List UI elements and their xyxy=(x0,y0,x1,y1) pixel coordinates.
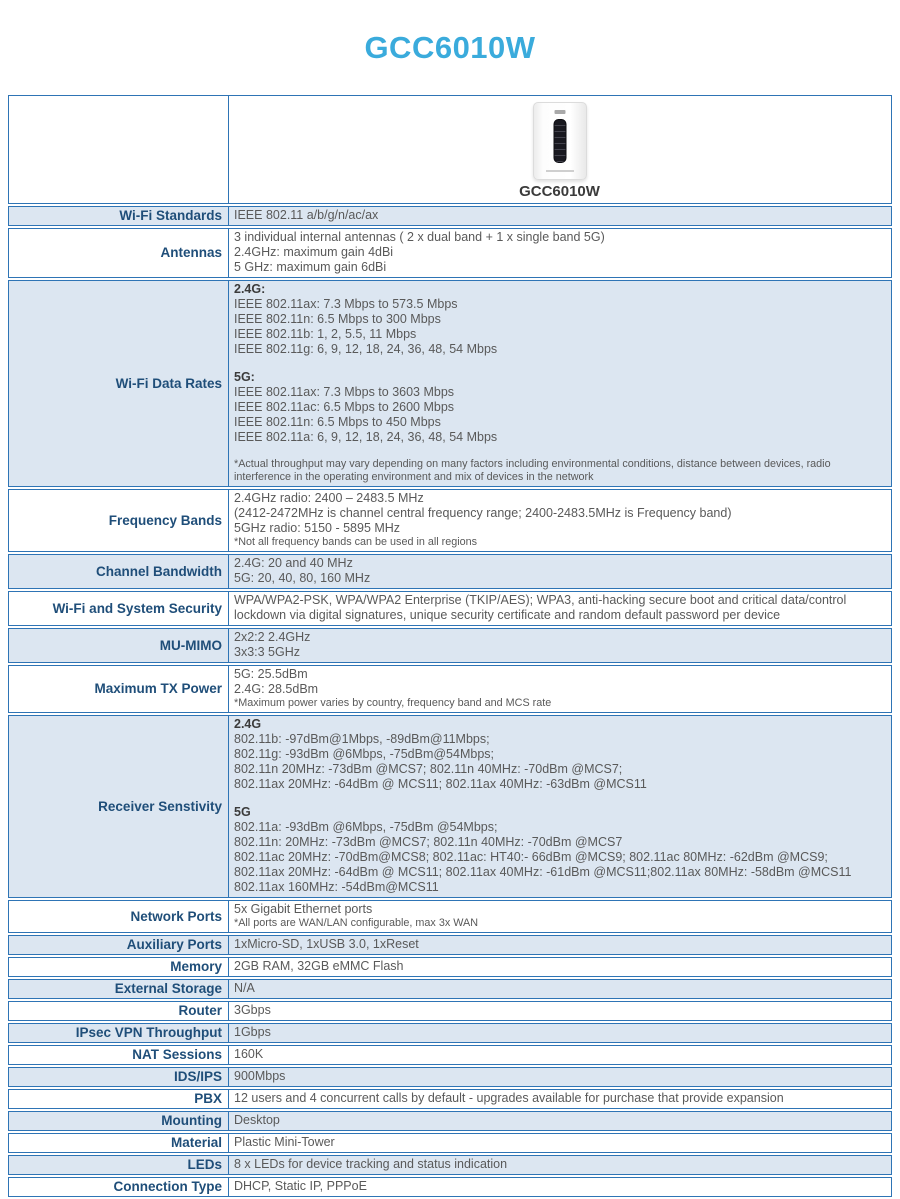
spec-line: Desktop xyxy=(234,1113,280,1127)
spec-line: IEEE 802.11a: 6, 9, 12, 18, 24, 36, 48, 54 Mbps xyxy=(234,430,498,444)
spec-line: 160K xyxy=(234,1047,264,1061)
spec-row xyxy=(8,1177,892,1197)
spec-row xyxy=(8,957,892,977)
spec-line: IEEE 802.11ax: 7.3 Mbps to 573.5 Mbps xyxy=(234,297,458,311)
spec-value xyxy=(228,280,892,487)
spec-value xyxy=(228,1089,892,1109)
spec-line: IEEE 802.11n: 6.5 Mbps to 300 Mbps xyxy=(234,312,441,326)
spec-row xyxy=(8,206,892,226)
spec-row xyxy=(8,1111,892,1131)
header-product-cell xyxy=(228,95,892,204)
spec-line: 12 users and 4 concurrent calls by default - upgrades available for purchase that provide expansion xyxy=(234,1091,784,1105)
spec-line: 802.11a: -93dBm @6Mbps, -75dBm @54Mbps; xyxy=(234,820,498,834)
spec-line: 802.11ax 160MHz: -54dBm@MCS11 xyxy=(234,880,439,894)
spec-line: Plastic Mini-Tower xyxy=(234,1135,335,1149)
spec-value xyxy=(228,489,892,552)
spec-value xyxy=(228,1023,892,1043)
spec-value xyxy=(228,935,892,955)
spec-line: IEEE 802.11 a/b/g/n/ac/ax xyxy=(234,208,379,222)
spec-line: WPA/WPA2-PSK, WPA/WPA2 Enterprise (TKIP/AES); WPA3, anti-hacking secure boot and critical data/control lockdown via digital signatures, unique security certificate and random default password per device xyxy=(234,593,847,622)
spec-label: LEDs xyxy=(8,1155,228,1175)
spec-line: 2.4G: xyxy=(234,282,266,296)
spec-line: 5x Gigabit Ethernet ports xyxy=(234,902,373,916)
spec-row xyxy=(8,665,892,713)
spec-line: 802.11n: 20MHz: -73dBm @MCS7; 802.11n 40MHz: -70dBm @MCS7 xyxy=(234,835,623,849)
spec-row xyxy=(8,1001,892,1021)
spec-label: Wi-Fi Data Rates xyxy=(8,280,228,487)
spec-label: MU-MIMO xyxy=(8,628,228,663)
spec-label: Receiver Senstivity xyxy=(8,715,228,898)
spec-row xyxy=(8,1155,892,1175)
spec-line: 802.11n 20MHz: -73dBm @MCS7; 802.11n 40MHz: -70dBm @MCS7; xyxy=(234,762,623,776)
spec-value xyxy=(228,957,892,977)
spec-label: Wi-Fi and System Security xyxy=(8,591,228,626)
spec-line: 2GB RAM, 32GB eMMC Flash xyxy=(234,959,404,973)
table-header-row xyxy=(8,95,892,204)
spec-line: 1xMicro-SD, 1xUSB 3.0, 1xReset xyxy=(234,937,419,951)
header-empty-cell xyxy=(8,95,228,204)
spec-row xyxy=(8,591,892,626)
spec-row xyxy=(8,900,892,933)
spec-row xyxy=(8,228,892,278)
spec-value xyxy=(228,900,892,933)
spec-label: Router xyxy=(8,1001,228,1021)
spec-line: 5 GHz: maximum gain 6dBi xyxy=(234,260,387,274)
spec-line: *Not all frequency bands can be used in all regions xyxy=(234,536,478,548)
spec-label: Mounting xyxy=(8,1111,228,1131)
spec-value xyxy=(228,979,892,999)
spec-value xyxy=(228,1155,892,1175)
spec-row xyxy=(8,935,892,955)
spec-line: *Actual throughput may vary depending on many factors including environmental conditions, distance between devices, radio interference in the operating environment and mix of devices in the network xyxy=(234,458,831,483)
spec-value xyxy=(228,1133,892,1153)
spec-label: PBX xyxy=(8,1089,228,1109)
spec-line: 2.4GHz radio: 2400 – 2483.5 MHz xyxy=(234,491,424,505)
spec-line: 2.4G: 20 and 40 MHz xyxy=(234,556,353,570)
spec-line: N/A xyxy=(234,981,255,995)
spec-value xyxy=(228,1111,892,1131)
spec-line: 5GHz radio: 5150 - 5895 MHz xyxy=(234,521,401,535)
spec-value xyxy=(228,206,892,226)
spec-label: Memory xyxy=(8,957,228,977)
spec-line: (2412-2472MHz is channel central frequency range; 2400-2483.5MHz is Frequency band) xyxy=(234,506,732,520)
spec-table xyxy=(8,93,892,1199)
spec-line: *Maximum power varies by country, frequency band and MCS rate xyxy=(234,697,552,709)
spec-row xyxy=(8,628,892,663)
spec-line-spacer xyxy=(234,357,885,370)
spec-line: 5G: 20, 40, 80, 160 MHz xyxy=(234,571,371,585)
spec-label: IDS/IPS xyxy=(8,1067,228,1087)
spec-label: Material xyxy=(8,1133,228,1153)
spec-line: 1Gbps xyxy=(234,1025,271,1039)
product-name: GCC6010W xyxy=(519,183,600,200)
spec-value xyxy=(228,591,892,626)
spec-line: 2.4G xyxy=(234,717,262,731)
spec-label: Connection Type xyxy=(8,1177,228,1197)
spec-line: 900Mbps xyxy=(234,1069,286,1083)
spec-row xyxy=(8,1067,892,1087)
spec-line: 802.11ax 20MHz: -64dBm @ MCS11; 802.11ax 40MHz: -61dBm @MCS11;802.11ax 80MHz: -58dBm @MCS11 xyxy=(234,865,852,879)
device-led-strip xyxy=(553,119,566,163)
spec-value xyxy=(228,228,892,278)
spec-line: 5G xyxy=(234,805,251,819)
spec-line-spacer xyxy=(234,445,885,458)
spec-row xyxy=(8,554,892,589)
device-image xyxy=(533,102,587,180)
spec-line: IEEE 802.11n: 6.5 Mbps to 450 Mbps xyxy=(234,415,441,429)
spec-value xyxy=(228,1067,892,1087)
spec-value xyxy=(228,715,892,898)
spec-row xyxy=(8,1023,892,1043)
device-footer-line xyxy=(546,170,574,172)
spec-row xyxy=(8,489,892,552)
spec-row xyxy=(8,715,892,898)
spec-line: IEEE 802.11ax: 7.3 Mbps to 3603 Mbps xyxy=(234,385,455,399)
spec-line: 3 individual internal antennas ( 2 x dual band + 1 x single band 5G) xyxy=(234,230,605,244)
spec-row xyxy=(8,1045,892,1065)
spec-label: Channel Bandwidth xyxy=(8,554,228,589)
spec-row xyxy=(8,1089,892,1109)
spec-value xyxy=(228,628,892,663)
spec-label: Auxiliary Ports xyxy=(8,935,228,955)
spec-value xyxy=(228,1045,892,1065)
spec-value xyxy=(228,554,892,589)
spec-line: IEEE 802.11b: 1, 2, 5.5, 11 Mbps xyxy=(234,327,417,341)
spec-value xyxy=(228,1177,892,1197)
spec-label: Frequency Bands xyxy=(8,489,228,552)
spec-line: 5G: xyxy=(234,370,255,384)
page-title: GCC6010W xyxy=(364,30,536,65)
spec-line: DHCP, Static IP, PPPoE xyxy=(234,1179,367,1193)
spec-line: IEEE 802.11g: 6, 9, 12, 18, 24, 36, 48, 54 Mbps xyxy=(234,342,498,356)
spec-line: 802.11g: -93dBm @6Mbps, -75dBm@54Mbps; xyxy=(234,747,494,761)
spec-line: 3x3:3 5GHz xyxy=(234,645,301,659)
spec-label: Network Ports xyxy=(8,900,228,933)
spec-line: 8 x LEDs for device tracking and status indication xyxy=(234,1157,508,1171)
spec-label: Wi-Fi Standards xyxy=(8,206,228,226)
spec-label: External Storage xyxy=(8,979,228,999)
spec-value xyxy=(228,665,892,713)
spec-label: IPsec VPN Throughput xyxy=(8,1023,228,1043)
spec-label: Maximum TX Power xyxy=(8,665,228,713)
spec-line: *All ports are WAN/LAN configurable, max 3x WAN xyxy=(234,917,479,929)
spec-line: 802.11b: -97dBm@1Mbps, -89dBm@11Mbps; xyxy=(234,732,490,746)
spec-row xyxy=(8,979,892,999)
spec-line: IEEE 802.11ac: 6.5 Mbps to 2600 Mbps xyxy=(234,400,455,414)
spec-line-spacer xyxy=(234,792,885,805)
spec-label: NAT Sessions xyxy=(8,1045,228,1065)
spec-line: 2.4G: 28.5dBm xyxy=(234,682,319,696)
spec-label: Antennas xyxy=(8,228,228,278)
spec-line: 802.11ax 20MHz: -64dBm @ MCS11; 802.11ax 40MHz: -63dBm @MCS11 xyxy=(234,777,647,791)
spec-line: 802.11ac 20MHz: -70dBm@MCS8; 802.11ac: HT40:- 66dBm @MCS9; 802.11ac 80MHz: -62dBm @MCS9; xyxy=(234,850,828,864)
spec-row xyxy=(8,280,892,487)
spec-row xyxy=(8,1133,892,1153)
device-logo-mark xyxy=(554,110,565,114)
spec-line: 3Gbps xyxy=(234,1003,271,1017)
spec-line: 5G: 25.5dBm xyxy=(234,667,308,681)
spec-line: 2.4GHz: maximum gain 4dBi xyxy=(234,245,394,259)
spec-line: 2x2:2 2.4GHz xyxy=(234,630,311,644)
spec-value xyxy=(228,1001,892,1021)
